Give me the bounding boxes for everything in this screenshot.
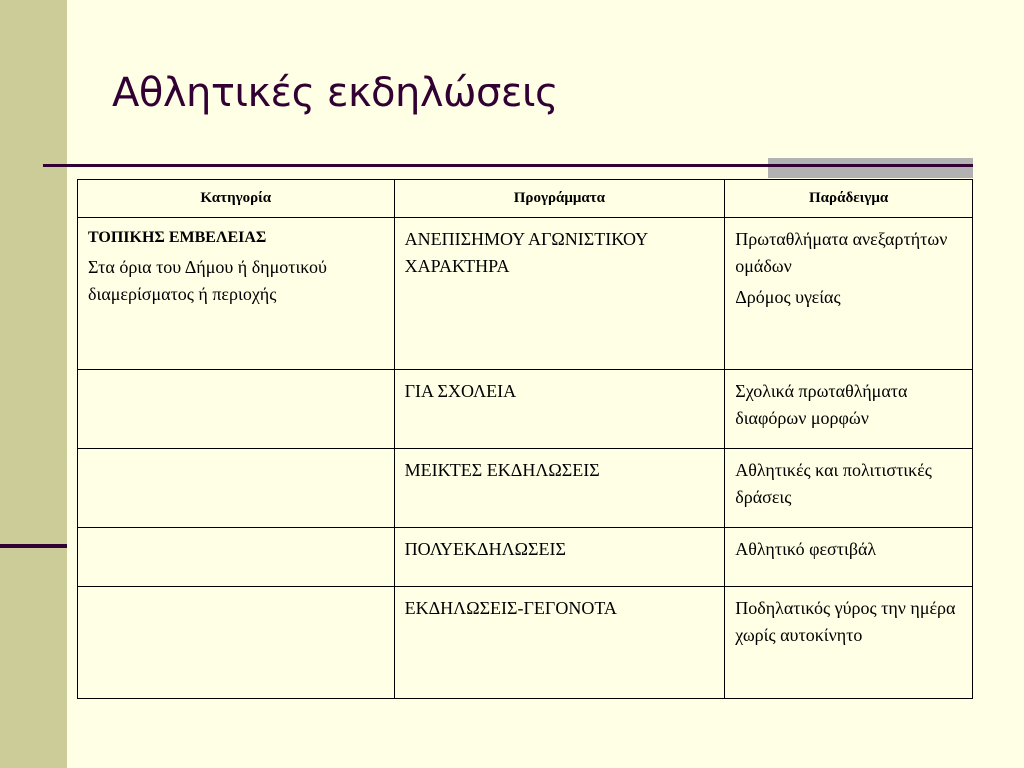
table-row (78, 528, 973, 587)
title-rule (43, 164, 973, 167)
example-cell: Ποδηλατικός γύρος την ημέρα χωρίς αυτοκίνητο (725, 587, 973, 699)
program-cell: ΑΝΕΠΙΣΗΜΟΥ ΑΓΩΝΙΣΤΙΚΟΥ ΧΑΡΑΚΤΗΡΑ (394, 218, 725, 370)
header-category: Κατηγορία (78, 180, 395, 218)
example-text: Πρωταθλήματα ανεξαρτήτων ομάδων (735, 229, 948, 276)
program-cell: ΓΙΑ ΣΧΟΛΕΙΑ (394, 370, 725, 449)
events-table (77, 179, 973, 699)
slide-title: Αθλητικές εκδηλώσεις (112, 70, 559, 116)
title-rule-accent (768, 158, 973, 178)
example-cell: Αθλητικό φεστιβάλ (725, 528, 973, 587)
program-cell: ΠΟΛΥΕΚΔΗΛΩΣΕΙΣ (394, 528, 725, 587)
program-cell: ΕΚΔΗΛΩΣΕΙΣ-ΓΕΓΟΝΟΤΑ (394, 587, 725, 699)
table-row (78, 449, 973, 528)
table-header-row (78, 180, 973, 218)
category-cell (78, 449, 395, 528)
table-row (78, 587, 973, 699)
header-example: Παράδειγμα (725, 180, 973, 218)
header-programs: Προγράμματα (394, 180, 725, 218)
category-cell (78, 587, 395, 699)
left-decor-line (0, 544, 67, 548)
example-cell (725, 218, 973, 370)
left-decor-bar (0, 0, 67, 768)
program-cell: ΜΕΙΚΤΕΣ ΕΚΔΗΛΩΣΕΙΣ (394, 449, 725, 528)
table-row (78, 370, 973, 449)
category-description: Στα όρια του Δήμου ή δημοτικού διαμερίσματος ή περιοχής (88, 257, 327, 304)
category-cell (78, 370, 395, 449)
example-cell: Σχολικά πρωταθλήματα διαφόρων μορφών (725, 370, 973, 449)
category-title: ΤΟΠΙΚΗΣ ΕΜΒΕΛΕΙΑΣ (88, 229, 267, 246)
table-row (78, 218, 973, 370)
example-cell: Αθλητικές και πολιτιστικές δράσεις (725, 449, 973, 528)
category-cell (78, 528, 395, 587)
category-cell (78, 218, 395, 370)
example-text-secondary: Δρόμος υγείας (735, 287, 841, 307)
